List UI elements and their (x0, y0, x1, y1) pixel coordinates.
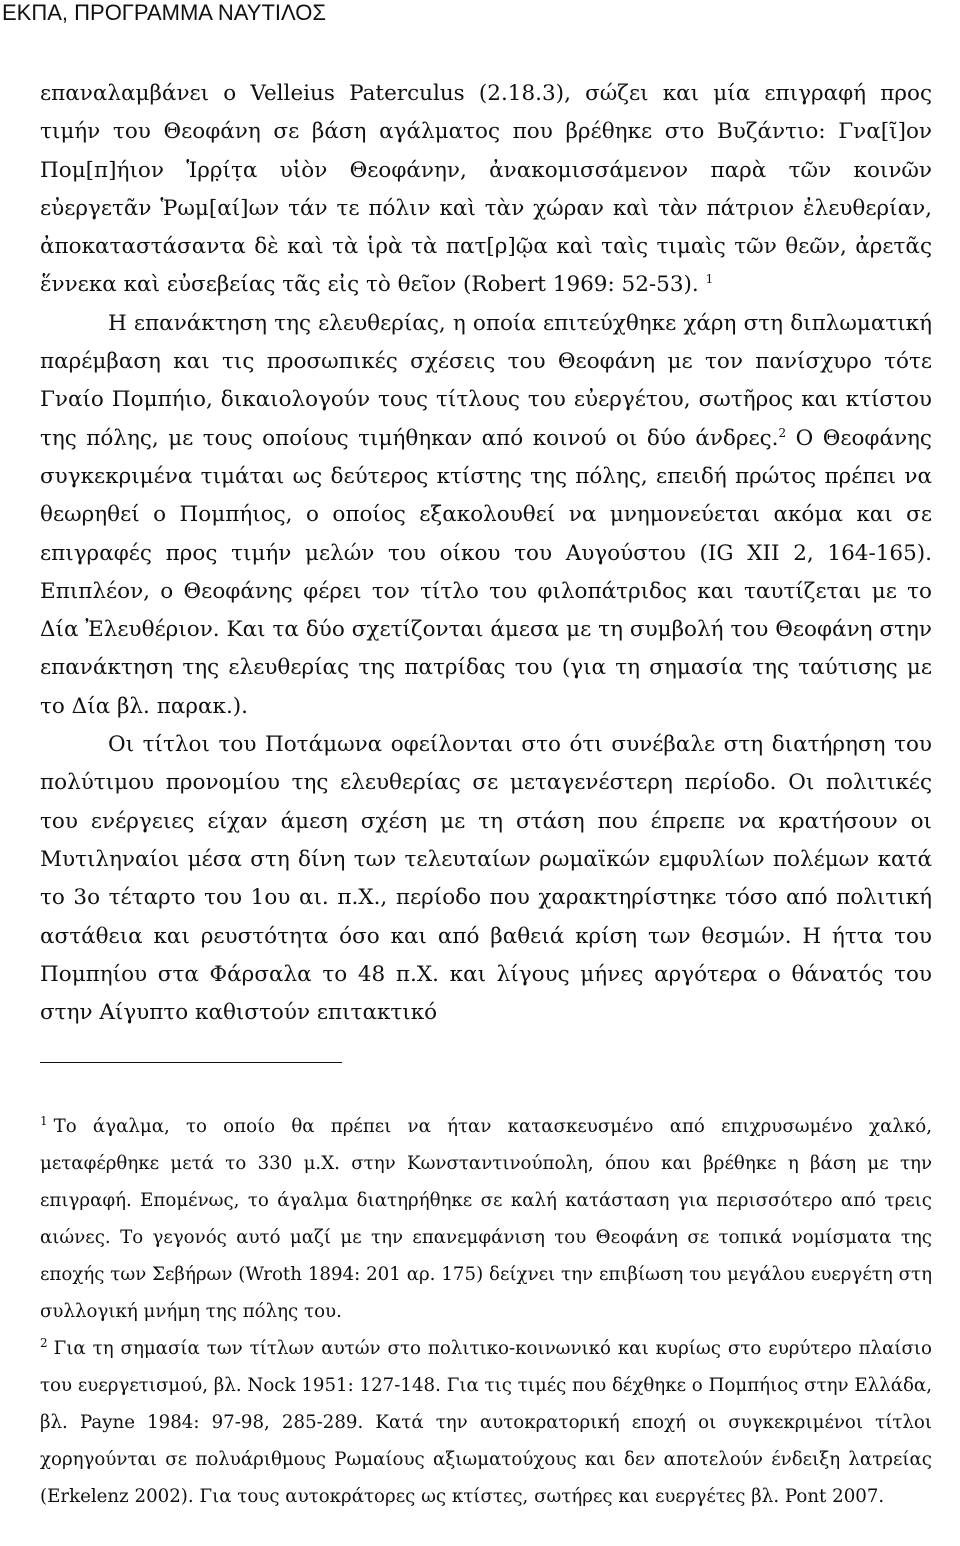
footnote-2 (40, 1330, 932, 1515)
paragraph-2-text: Η επανάκτηση της ελευθερίας, η οποία επιτεύχθηκε χάρη στη διπλωματική παρέμβαση και τις προσωπικές σχέσεις του Θεοφάνη με τον πανίσχυρο τότε Γναίο Πομπήιο, δικαιολογούν τους τίτλους του εὐεργέτου, σωτῆρος και κτίστου της πόλης, με τους οποίους τιμήθηκαν από κοινού οι δύο άνδρες. (40, 310, 932, 451)
footnote-ref-1[interactable]: 1 (705, 272, 714, 287)
footnote-separator (40, 1062, 342, 1063)
footnote-1-text: Το άγαλμα, το οποίο θα πρέπει να ήταν κατασκευσμένο από επιχρυσωμένο χαλκό, μεταφέρθηκε μετά το 330 μ.Χ. στην Κωνσταντινούπολη, όπου και βρέθηκε η βάση με την επιγραφή. Επομένως, το άγαλμα διατηρήθηκε σε καλή κατάσταση για περισσότερο από τρεις αιώνες. Το γεγονός αυτό μαζί με την επανεμφάνιση του Θεοφάνη σε τοπικά νομίσματα της εποχής των Σεβήρων (Wroth 1894: 201 αρ. 175) δείχνει την επιβίωση του μεγάλου ευεργέτη στη συλλογική μνήμη της πόλης του. (40, 1116, 932, 1323)
footnote-1-number: 1 (40, 1114, 48, 1129)
paragraph-2 (40, 305, 932, 726)
footnote-2-number: 2 (40, 1336, 48, 1351)
running-header: ΕΚΠΑ, ΠΡΟΓΡΑΜΜΑ ΝΑΥΤΙΛΟΣ (2, 0, 326, 25)
paragraph-3-text: Οι τίτλοι του Ποτάμωνα οφείλονται στο ότι συνέβαλε στη διατήρηση του πολύτιμου προνομίου της ελευθερίας σε μεταγενέστερη περίοδο. Οι πολιτικές του ενέργειες είχαν άμεση σχέση με τη στάση που έπρεπε να κρατήσουν οι Μυτιληναίοι μέσα στη δίνη των τελευταίων ρωμαϊκών εμφυλίων πολέμων κατά το 3ο τέταρτο του 1ου αι. π.Χ., περίοδο που χαρακτηρίστηκε τόσο από πολιτική αστάθεια και ρευστότητα όσο και από βαθειά κρίση των θεσμών. Η ήττα του Πομπηίου στα Φάρσαλα το 48 π.Χ. και λίγους μήνες αργότερα ο θάνατός του στην Αίγυπτο καθιστούν επιτακτικό (40, 732, 932, 1026)
body-text (40, 75, 932, 1032)
paragraph-1-text: επαναλαμβάνει ο Velleius Paterculus (2.18.3), σώζει και μία επιγραφή προς τιμήν του Θεοφάνη σε βάση αγάλματος που βρέθηκε στο Βυζάντιο: Γνα[ῖ]ον Πομ[π]ήιον Ἱρρ̣ίτ̣α υἱὸν Θεοφάνην, ἀνακομισσάμενον παρὰ τῶν κοινῶν εὐεργετᾶν Ῥωμ[αί]ων τάν τε πόλιν καὶ τὰν χώραν καὶ τὰν πάτριον ἐλευθερίαν, ἀποκαταστάσαντα δὲ καὶ τὰ ἱρὰ τὰ πατ[ρ]ῷα καὶ ταὶς τιμαὶς τῶν θεῶν, ἀρετᾶς ἕννεκα καὶ εὐσεβείας τᾶς εἰς τὸ θεῖον (Robert 1969: 52-53). (40, 81, 932, 298)
footnote-2-text: Για τη σημασία των τίτλων αυτών στο πολιτικο-κοινωνικό και κυρίως στο ευρύτερο πλαίσιο του ευεργετισμού, βλ. Nock 1951: 127-148. Για τις τιμές που δέχθηκε ο Πομπήιος στην Ελλάδα, βλ. Payne 1984: 97-98, 285-289. Κατά την αυτοκρατορική εποχή οι συγκεκριμένοι τίτλοι χορηγούνται σε πολυάριθμους Ρωμαίους αξιωματούχους και δεν αποτελούν ένδειξη λατρείας (Erkelenz 2002). Για τους αυτοκράτορες ως κτίστες, σωτήρες και ευεργέτες βλ. Pont 2007. (40, 1338, 932, 1508)
paragraph-2-continued: Ο Θεοφάνης συγκεκριμένα τιμάται ως δεύτερος κτίστης της πόλης, επειδή πρώτος πρέπει να θεωρηθεί ο Πομπήιος, ο οποίος εξακολουθεί να μνημονεύεται ακόμα και σε επιγραφές προς τιμήν μελών του οίκου του Αυγούστου (IG XII 2, 164-165). Επιπλέον, ο Θεοφάνης φέρει τον τίτλο του φιλοπάτριδος και ταυτίζεται με το Δία Ἐλευθέριον. Και τα δύο σχετίζονται άμεσα με τη συμβολή του Θεοφάνη στην επανάκτηση της ελευθερίας της πατρίδας του (για τη σημασία της ταύτισης με το Δία βλ. παρακ.). (40, 425, 932, 719)
footnote-1 (40, 1108, 932, 1330)
footnote-ref-2[interactable]: 2 (778, 425, 787, 440)
paragraph-3 (40, 726, 932, 1032)
paragraph-1 (40, 75, 932, 305)
footnotes (40, 1108, 932, 1515)
